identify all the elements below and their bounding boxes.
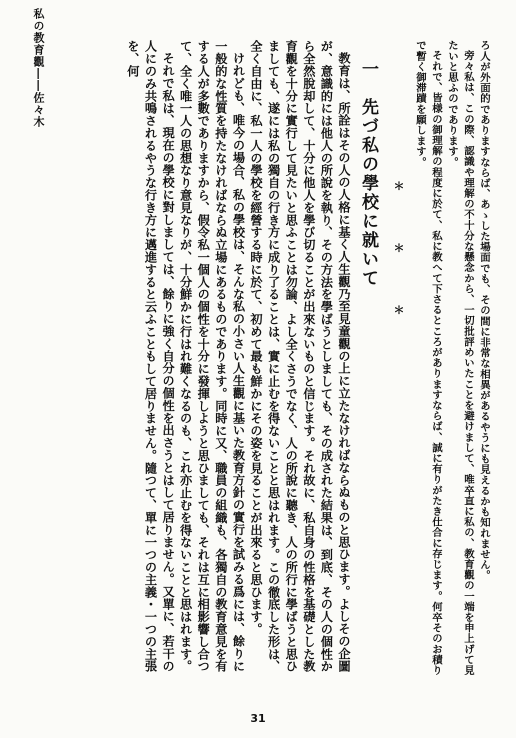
body-paragraph-3: それで私は、現在の學校に對しましては、餘りに強く自分の個性を出さうとはして居りません。又單に、若干の人にのみ共鳴されるやうな行き方に邁進すると云ふこともして居りません。隨つて、單に一つの主義・一つの主張を、何 xyxy=(125,40,176,673)
body-paragraph-2: けれども、唯今の場合、私の學校は、そんな私の小さい人生觀に基いた教育方針の實行を試みる爲には、餘りに一般的な性質を持たなければならぬ立場にあるものであります。同時に又、職員の組織も、各獨自の教育意見を有する人が多數でありますから、假令私一個人の個性を十分に發揮しようと思ひましても、それは互に相影響し合つて、全く唯一人の思想なり意見なりが、十分鮮かに行はれ難くなるのも、これ亦止むを得ないことと思はれます。 xyxy=(178,40,246,673)
intro-paragraph-3: それで、皆様の御理解の程度に於て、私に教へて下さるところがありますならば、誠に有りがたき仕合に存じます。何卒そのお積りで暫く御滞蹟を願します。 xyxy=(414,40,442,676)
page-number: 31 xyxy=(250,712,266,725)
intro-paragraph-2: 旁々私は、この際、認識や理解の不十分な懸念から、一切批評めいたことを避けまして、唯卒直に私の、教育觀の一端を申上げて見たいと思ふのであります。 xyxy=(446,40,474,676)
body-text xyxy=(32,40,492,680)
section-separator: ＊ ＊ ＊ xyxy=(392,180,405,335)
section-heading: 一 先づ私の學校に就いて xyxy=(358,60,378,288)
intro-paragraph-1: ろ人が外面的でありますならば、あゝした場面でも、その間に非常な相異があるやうにも見えるかも知れません。 xyxy=(478,40,490,581)
running-head: 私の教育觀――佐々木 xyxy=(32,8,45,128)
body-paragraph-1: 教育は、所詮はその人の人格に基く人生觀乃至見童觀の上に立たなければならぬものと思ひます。よしその企圖が、意識的には他人の所說を執り、その方法を學ばうとしましても、その成された結果は、到底、その人の個性から全然脫却して、十分に他人を學び切ることが出來ないものと信じます。それ故に、私自身の性格を基礎とした教育觀を十分に實行して見たいと思ふことは勿論、よし全くさうでなく、人の所說に聽き、人の所行に學ばうと思ひましても、遂には私の獨自の行き方に成り了ることは、實に止むを得ないことと思はれます。この徹底した形は、全く自由に、私一人の學校を經營する時に於て、初めて最も鮮かにその姿を見ることが出來ると思ひます。 xyxy=(249,40,351,673)
